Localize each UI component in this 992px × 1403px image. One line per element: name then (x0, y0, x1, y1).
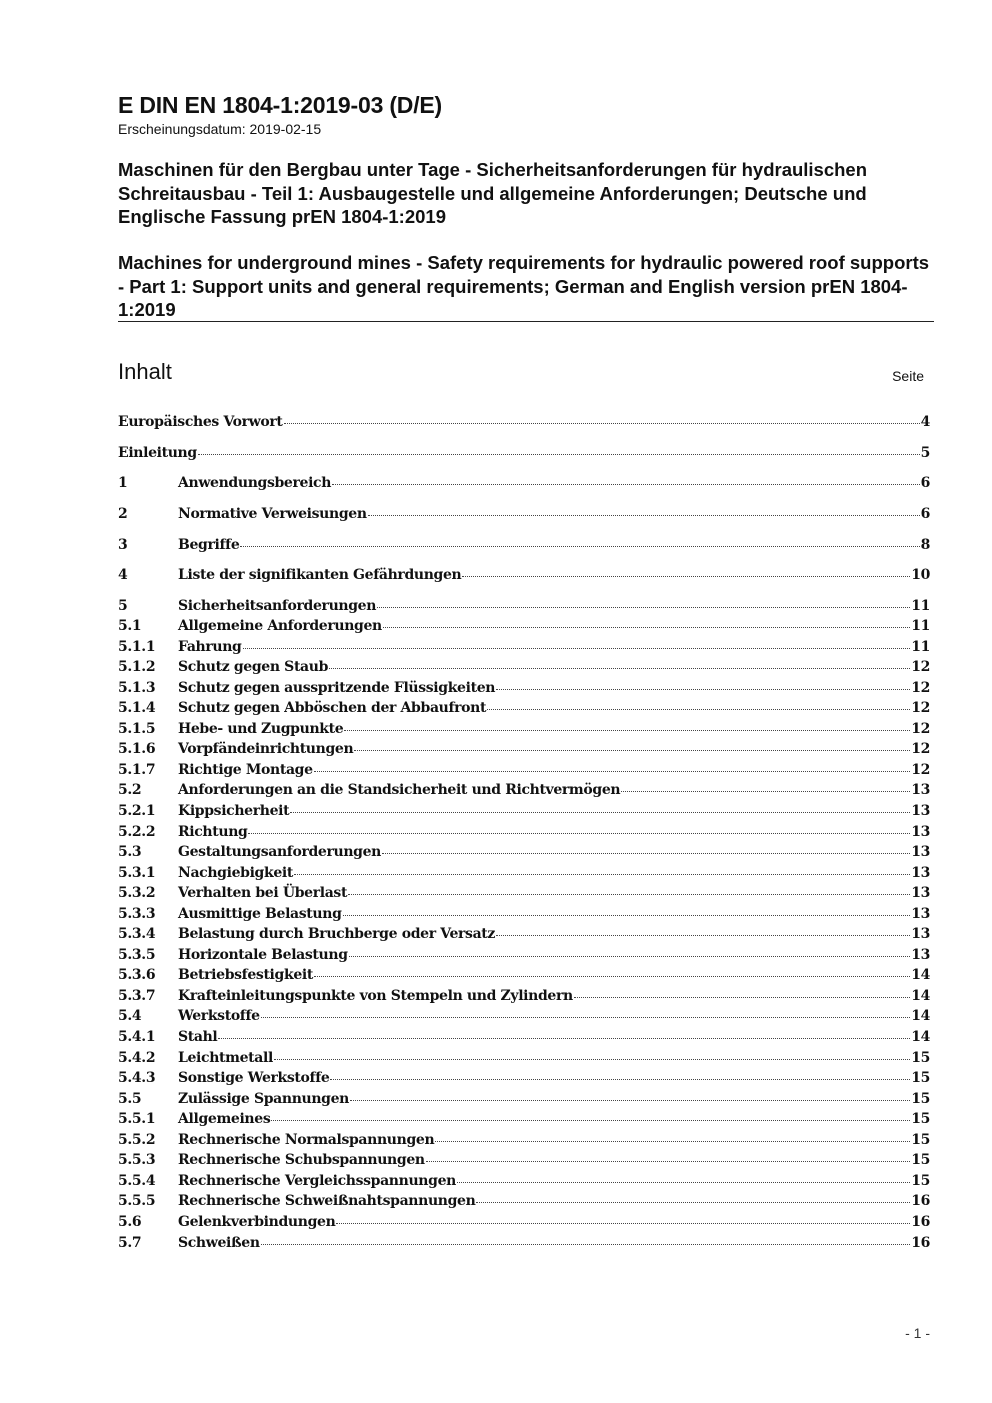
toc-entry-page: 14 (911, 1029, 930, 1045)
toc-dot-leader (426, 1161, 910, 1162)
toc-entry-number: 5.3.3 (118, 905, 156, 922)
toc-entry[interactable] (118, 906, 930, 927)
toc-entry-number: 5.1.7 (118, 761, 156, 778)
toc-entry-title: Nachgiebigkeit (178, 864, 293, 881)
toc-dot-leader (496, 689, 910, 690)
toc-entry-title: Leichtmetall (178, 1049, 273, 1066)
toc-entry-number: 5.1.1 (118, 638, 156, 655)
toc-entry-page: 13 (911, 802, 930, 819)
toc-entry-number: 3 (118, 537, 128, 553)
toc-entry[interactable] (118, 506, 930, 527)
toc-dot-leader (349, 956, 911, 957)
toc-entry-page: 16 (911, 1193, 930, 1210)
toc-entry[interactable] (118, 567, 930, 588)
toc-entry[interactable] (118, 947, 930, 968)
toc-dot-leader (248, 833, 910, 834)
toc-entry-number: 5.1.2 (118, 659, 156, 676)
toc-dot-leader (314, 771, 911, 772)
toc-dot-leader (271, 1120, 910, 1121)
toc-entry-number: 5.7 (118, 1234, 142, 1251)
toc-entry[interactable] (118, 659, 930, 680)
toc-entry-number: 5.1.5 (118, 720, 156, 737)
toc-dot-leader (284, 423, 920, 424)
toc-entry-page: 13 (911, 885, 930, 902)
toc-dot-leader (354, 750, 910, 751)
toc-entry[interactable] (118, 598, 930, 619)
toc-entry-page: 16 (911, 1213, 930, 1230)
toc-entry-number: 5.1 (118, 618, 142, 634)
toc-entry-page: 12 (911, 700, 930, 717)
toc-entry[interactable] (118, 1214, 930, 1235)
toc-entry-number: 5.4.1 (118, 1029, 156, 1045)
toc-dot-leader (314, 976, 910, 977)
toc-entry-page: 15 (911, 1152, 930, 1169)
toc-entry-page: 14 (911, 967, 930, 984)
toc-dot-leader (377, 607, 910, 608)
toc-entry-number: 5.3.2 (118, 885, 156, 902)
toc-entry[interactable] (118, 988, 930, 1009)
toc-entry-title: Normative Verweisungen (178, 506, 367, 522)
toc-entry[interactable] (118, 1050, 930, 1071)
toc-entry-title: Schutz gegen ausspritzende Flüssigkeiten (178, 679, 496, 696)
toc-dot-leader (435, 1141, 910, 1142)
toc-entry-number: 5.5.4 (118, 1172, 156, 1189)
toc-entry[interactable] (118, 1070, 930, 1091)
toc-entry-number: 5.4.2 (118, 1049, 156, 1066)
toc-entry[interactable] (118, 844, 930, 865)
toc-entry-page: 6 (920, 506, 930, 522)
toc-entry-title: Verhalten bei Überlast (178, 885, 348, 902)
toc-dot-leader (218, 1038, 910, 1039)
toc-entry[interactable] (118, 1008, 930, 1029)
toc-entry-number: 5.3.7 (118, 987, 156, 1004)
toc-dot-leader (274, 1059, 910, 1060)
toc-entry[interactable] (118, 1029, 930, 1050)
toc-entry[interactable] (118, 1111, 930, 1132)
toc-entry-title: Stahl (178, 1029, 218, 1045)
toc-entry-page: 4 (920, 414, 930, 430)
toc-entry-title: Rechnerische Vergleichsspannungen (178, 1172, 456, 1189)
toc-entry-number: 5.5 (118, 1090, 142, 1107)
toc-entry[interactable] (118, 639, 930, 660)
toc-dot-leader (330, 1079, 910, 1080)
toc-entry-number: 5.5.2 (118, 1131, 156, 1148)
toc-entry-number: 5.1.3 (118, 679, 156, 696)
toc-dot-leader (290, 812, 910, 813)
toc-entry-page: 8 (920, 537, 930, 553)
toc-dot-leader (336, 1223, 910, 1224)
toc-dot-leader (368, 515, 920, 516)
toc-entry-page: 5 (920, 445, 930, 461)
toc-entry-title: Zulässige Spannungen (178, 1090, 350, 1107)
toc-entry-number: 5.6 (118, 1213, 142, 1230)
toc-entry[interactable] (118, 885, 930, 906)
toc-entry-number: 5.3.6 (118, 967, 156, 984)
toc-entry-number: 2 (118, 506, 128, 522)
toc-entry-page: 15 (911, 1049, 930, 1066)
toc-entry[interactable] (118, 824, 930, 845)
toc-dot-leader (198, 454, 920, 455)
toc-entry[interactable] (118, 1193, 930, 1214)
toc-dot-leader (496, 935, 910, 936)
toc-entry[interactable] (118, 1152, 930, 1173)
toc-heading: Inhalt (118, 359, 172, 384)
toc-entry-title: Schweißen (178, 1234, 260, 1251)
toc-entry[interactable] (118, 680, 930, 701)
page-number: - 1 - (905, 1325, 930, 1341)
toc-entry-number: 5.3.4 (118, 926, 156, 943)
toc-entry-title: Fahrung (178, 638, 242, 655)
toc-dot-leader (457, 1182, 910, 1183)
toc-entry-title: Richtung (178, 823, 248, 840)
toc-dot-leader (294, 874, 910, 875)
toc-entry-number: 5.3.1 (118, 864, 156, 881)
title-english: Machines for underground mines - Safety requirements for hydraulic powered roof supports - Part 1: Support units and general requirements; German and English version prEN 1804-1:2019 (118, 252, 930, 320)
toc-entry-title: Ausmittige Belastung (178, 905, 342, 922)
toc-dot-leader (240, 546, 919, 547)
toc-entry[interactable] (118, 782, 930, 803)
toc-entry-title: Vorpfändeinrichtungen (178, 741, 354, 758)
toc-entry-title: Horizontale Belastung (178, 946, 348, 963)
toc-entry-number: 5.2.2 (118, 823, 156, 840)
toc-entry-title: Einleitung (118, 445, 197, 461)
toc-dot-leader (462, 576, 910, 577)
toc-entry-page: 13 (911, 823, 930, 840)
toc-entry-number: 5.5.5 (118, 1193, 156, 1210)
toc-entry-page: 12 (911, 679, 930, 696)
toc-entry-page: 13 (911, 946, 930, 963)
toc-entry[interactable] (118, 414, 930, 435)
toc-dot-leader (348, 894, 910, 895)
toc-entry-page: 15 (911, 1131, 930, 1148)
toc-entry[interactable] (118, 618, 930, 639)
toc-entry-title: Richtige Montage (178, 761, 313, 778)
toc-entry-number: 5.5.3 (118, 1152, 156, 1169)
toc-entry[interactable] (118, 1235, 930, 1256)
toc-page-label: Seite (892, 368, 924, 384)
toc-entry-number: 5.2 (118, 782, 142, 799)
toc-dot-leader (343, 915, 911, 916)
toc-entry-page: 13 (911, 905, 930, 922)
toc-entry-page: 15 (911, 1172, 930, 1189)
toc-entry-title: Gestaltungsanforderungen (178, 844, 381, 861)
toc-entry-page: 12 (911, 761, 930, 778)
toc-dot-leader (487, 709, 910, 710)
toc-dot-leader (383, 627, 910, 628)
toc-entry-title: Europäisches Vorwort (118, 414, 283, 430)
toc-entry-number: 5.2.1 (118, 802, 156, 819)
toc-entry[interactable] (118, 803, 930, 824)
toc-dot-leader (332, 484, 920, 485)
table-of-contents (118, 0, 930, 1403)
toc-dot-leader (261, 1244, 911, 1245)
toc-entry-title: Anwendungsbereich (178, 475, 332, 491)
toc-entry-page: 11 (911, 598, 930, 614)
toc-entry-title: Sicherheitsanforderungen (178, 598, 377, 614)
toc-dot-leader (476, 1202, 910, 1203)
toc-entry-page: 12 (911, 720, 930, 737)
toc-dot-leader (344, 730, 910, 731)
toc-entry[interactable] (118, 1132, 930, 1153)
toc-dot-leader (350, 1100, 910, 1101)
toc-entry-number: 5 (118, 598, 128, 614)
toc-dot-leader (382, 853, 910, 854)
toc-entry[interactable] (118, 700, 930, 721)
toc-entry-title: Gelenkverbindungen (178, 1213, 336, 1230)
toc-entry-title: Sonstige Werkstoffe (178, 1070, 330, 1087)
toc-entry-title: Krafteinleitungspunkte von Stempeln und Zylindern (178, 987, 573, 1004)
toc-dot-leader (329, 668, 910, 669)
title-german: Maschinen für den Bergbau unter Tage - Sicherheitsanforderungen für hydraulischen Schreitausbau - Teil 1: Ausbaugestelle und allgemeine Anforderungen; Deutsche und Englische Fassung prEN 1804-1:2019 (118, 159, 868, 227)
toc-entry-number: 5.3 (118, 844, 142, 861)
publication-date: Erscheinungsdatum: 2019-02-15 (118, 121, 322, 137)
toc-entry-title: Betriebsfestigkeit (178, 967, 313, 984)
toc-entry-title: Schutz gegen Abböschen der Abbaufront (178, 700, 487, 717)
toc-entry-title: Allgemeines (178, 1111, 271, 1128)
toc-entry-page: 14 (911, 987, 930, 1004)
toc-entry-number: 5.1.4 (118, 700, 156, 717)
toc-entry-page: 13 (911, 844, 930, 861)
toc-entry-number: 5.3.5 (118, 946, 156, 963)
toc-entry-title: Allgemeine Anforderungen (178, 618, 382, 634)
toc-entry-title: Rechnerische Normalspannungen (178, 1131, 435, 1148)
toc-dot-leader (621, 791, 910, 792)
toc-entry-title: Rechnerische Schubspannungen (178, 1152, 425, 1169)
toc-entry[interactable] (118, 537, 930, 558)
toc-entry-page: 13 (911, 926, 930, 943)
toc-entry-title: Hebe- und Zugpunkte (178, 720, 344, 737)
toc-entry-title: Liste der signifikanten Gefährdungen (178, 567, 462, 583)
toc-entry-page: 13 (911, 864, 930, 881)
toc-entry-page: 11 (911, 618, 930, 634)
toc-entry[interactable] (118, 721, 930, 742)
toc-entry[interactable] (118, 1091, 930, 1112)
toc-entry-number: 5.4 (118, 1008, 142, 1025)
toc-dot-leader (261, 1017, 910, 1018)
toc-entry-title: Anforderungen an die Standsicherheit und Richtvermögen (178, 782, 621, 799)
toc-entry-page: 12 (911, 659, 930, 676)
toc-entry-page: 6 (920, 475, 930, 491)
toc-entry-page: 13 (911, 782, 930, 799)
toc-entry-page: 10 (911, 567, 930, 583)
toc-entry-number: 4 (118, 567, 128, 583)
toc-entry-title: Belastung durch Bruchberge oder Versatz (178, 926, 496, 943)
toc-entry-title: Kippsicherheit (178, 802, 290, 819)
toc-entry-title: Werkstoffe (178, 1008, 260, 1025)
toc-entry-number: 5.1.6 (118, 741, 156, 758)
toc-entry-page: 15 (911, 1070, 930, 1087)
toc-entry-title: Begriffe (178, 537, 240, 553)
toc-entry-number: 1 (118, 475, 128, 491)
toc-entry[interactable] (118, 926, 930, 947)
toc-entry-page: 15 (911, 1090, 930, 1107)
toc-entry[interactable] (118, 741, 930, 762)
toc-entry-page: 11 (911, 638, 930, 655)
toc-entry-number: 5.5.1 (118, 1111, 156, 1128)
toc-entry-title: Rechnerische Schweißnahtspannungen (178, 1193, 476, 1210)
document-id: E DIN EN 1804-1:2019-03 (D/E) (118, 92, 443, 118)
toc-dot-leader (243, 648, 911, 649)
toc-entry[interactable] (118, 865, 930, 886)
toc-entry-page: 12 (911, 741, 930, 758)
toc-entry-page: 16 (911, 1234, 930, 1251)
toc-entry[interactable] (118, 762, 930, 783)
toc-entry-page: 14 (911, 1008, 930, 1025)
toc-entry[interactable] (118, 967, 930, 988)
toc-dot-leader (574, 997, 910, 998)
toc-entry-title: Schutz gegen Staub (178, 659, 329, 676)
toc-entry[interactable] (118, 445, 930, 466)
toc-entry-page: 15 (911, 1111, 930, 1128)
toc-entry[interactable] (118, 475, 930, 496)
toc-entry[interactable] (118, 1173, 930, 1194)
toc-entry-number: 5.4.3 (118, 1070, 156, 1087)
